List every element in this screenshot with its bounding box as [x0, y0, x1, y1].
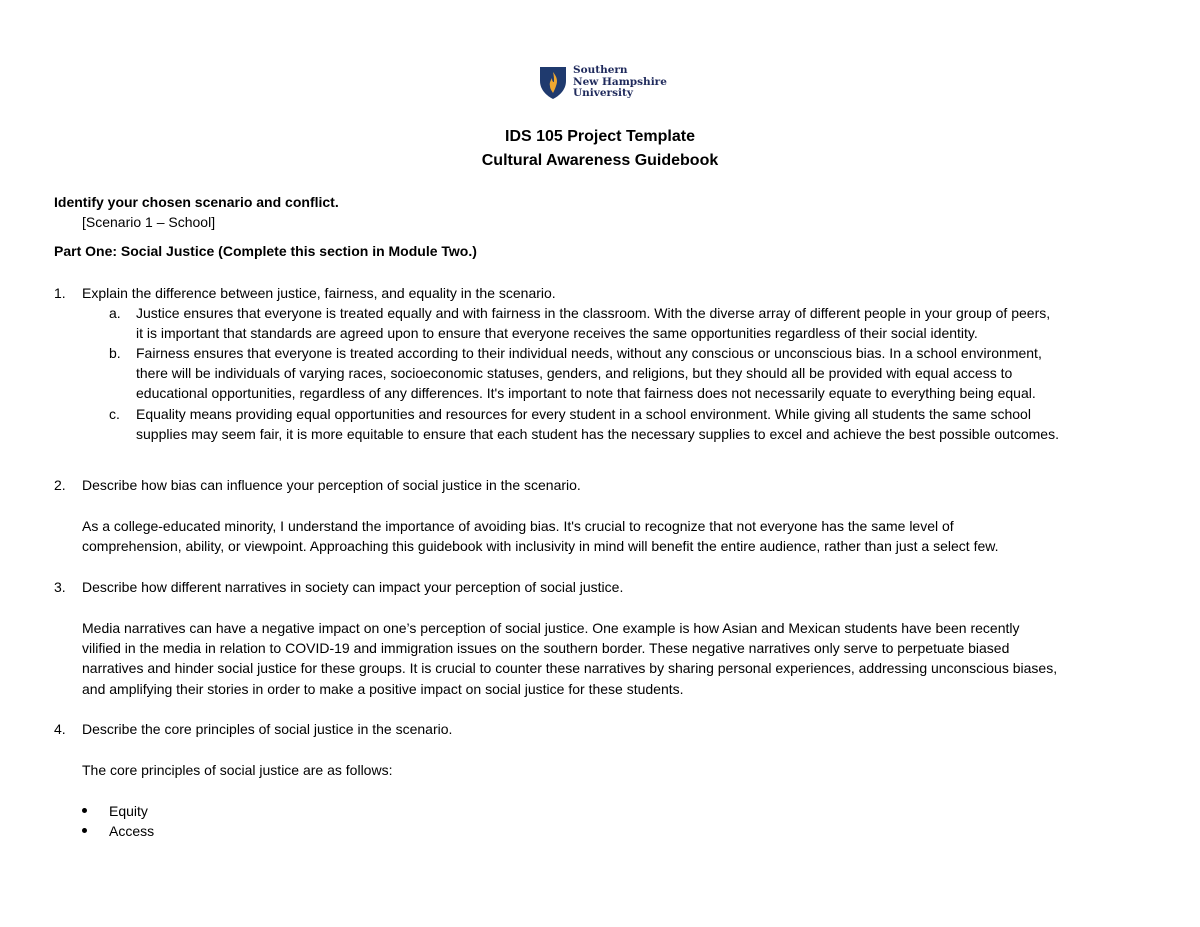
question-prompt: Explain the difference between justice, fairness, and equality in the scenario.: [82, 285, 556, 301]
bullet-icon: [82, 828, 87, 833]
subitem-text: Justice ensures that everyone is treated equally and with fairness in the classroom. With the diverse array of different people in your group of peers,: [136, 305, 1051, 321]
question-prompt: Describe the core principles of social justice in the scenario.: [82, 721, 453, 737]
question-number: 3.: [54, 579, 66, 595]
bullet-item: Access: [109, 823, 155, 839]
part-one-heading: Part One: Social Justice (Complete this section in Module Two.): [54, 243, 477, 259]
answer-text: As a college-educated minority, I understand the importance of avoiding bias. It's crucial to recognize that not everyone has the same level of: [82, 518, 954, 534]
identify-heading: Identify your chosen scenario and conflict.: [54, 194, 339, 210]
question-prompt: Describe how bias can influence your perception of social justice in the scenario.: [82, 477, 581, 493]
bullet-icon: [82, 808, 87, 813]
answer-text: comprehension, ability, or viewpoint. Approaching this guidebook with inclusivity in mind will benefit the entire audience, rather than just a select few.: [82, 538, 999, 554]
logo-line-1: Southern: [573, 64, 628, 76]
answer-text: vilified in the media in relation to COVID-19 and immigration issues on the southern border. These negative narratives only serve to perpetuate biased: [82, 640, 1010, 656]
subitem-text: it is important that standards are agreed upon to ensure that everyone receives the same opportunities regardless of their social identity.: [136, 325, 978, 341]
subitem-text: educational opportunities, regardless of any differences. It's important to note that fairness does not necessarily equate to everything being equal.: [136, 385, 1036, 401]
question-number: 2.: [54, 477, 66, 493]
subitem-letter: a.: [109, 305, 121, 321]
document-title: IDS 105 Project Template: [505, 128, 695, 145]
document-subtitle: Cultural Awareness Guidebook: [481, 152, 719, 169]
answer-text: Media narratives can have a negative impact on one’s perception of social justice. One example is how Asian and Mexican students have been recently: [82, 620, 1020, 636]
logo-line-3: University: [573, 87, 633, 99]
scenario-value: [Scenario 1 – School]: [82, 214, 216, 230]
question-number: 4.: [54, 721, 66, 737]
bullet-item: Equity: [109, 803, 148, 819]
logo-wordmark: [573, 65, 667, 100]
question-prompt: Describe how different narratives in society can impact your perception of social justice.: [82, 579, 624, 595]
subitem-text: Equality means providing equal opportunities and resources for every student in a school environment. While giving all students the same school: [136, 406, 1031, 422]
shield-flame-icon: [539, 66, 567, 100]
answer-text: and amplifying their stories in order to make a positive impact on social justice for these students.: [82, 681, 684, 697]
university-logo: [539, 66, 667, 100]
question-number: 1.: [54, 285, 66, 301]
subitem-letter: b.: [109, 345, 121, 361]
logo-line-2: New Hampshire: [573, 75, 667, 88]
subitem-letter: c.: [109, 406, 120, 422]
subitem-text: supplies may seem fair, it is more equitable to ensure that each student has the necessary supplies to excel and achieve the best possible outcomes.: [136, 426, 1059, 442]
subitem-text: Fairness ensures that everyone is treated according to their individual needs, without any conscious or unconscious bias. In a school environment,: [136, 345, 1042, 361]
subitem-text: there will be individuals of varying races, socioeconomic statuses, genders, and religions, but they should all be provided with equal access to: [136, 365, 1013, 381]
answer-text: The core principles of social justice are as follows:: [82, 762, 393, 778]
answer-text: narratives and hinder social justice for these groups. It is crucial to counter these narratives by sharing personal experiences, addressing unconscious biases,: [82, 660, 1058, 676]
